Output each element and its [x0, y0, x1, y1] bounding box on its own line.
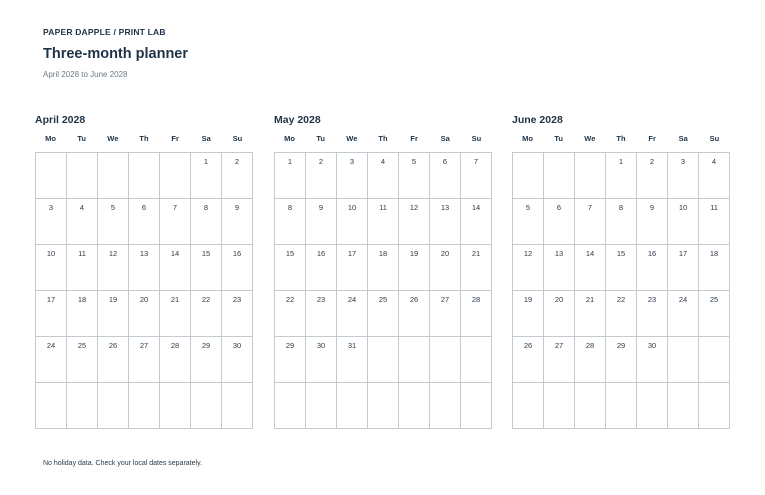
day-cell: 19 — [513, 291, 544, 337]
day-cell: 22 — [275, 291, 306, 337]
weekday-label: Th — [378, 134, 388, 143]
weekday-header-row — [35, 132, 253, 152]
day-cell: 13 — [129, 245, 160, 291]
day-cell: 8 — [606, 199, 637, 245]
day-cell: 17 — [36, 291, 67, 337]
day-cell: 11 — [67, 245, 98, 291]
day-cell: 2 — [306, 153, 337, 199]
weekday-label: We — [584, 134, 596, 143]
day-cell: 4 — [699, 153, 730, 199]
day-cell — [306, 383, 337, 429]
brand-label: PAPER DAPPLE / PRINT LAB — [43, 27, 166, 37]
day-cell: 15 — [191, 245, 222, 291]
day-cell — [67, 383, 98, 429]
day-cell: 10 — [36, 245, 67, 291]
day-cell: 5 — [513, 199, 544, 245]
weekday-label: Sa — [440, 134, 450, 143]
day-cell — [98, 383, 129, 429]
day-cell: 31 — [337, 337, 368, 383]
day-cell: 25 — [67, 337, 98, 383]
weekday-label: We — [346, 134, 358, 143]
day-cell — [36, 153, 67, 199]
day-cell: 30 — [637, 337, 668, 383]
weekday-label: Mo — [284, 134, 295, 143]
day-cell: 18 — [67, 291, 98, 337]
day-cell — [668, 337, 699, 383]
day-cell: 3 — [337, 153, 368, 199]
weekday-label: Tu — [77, 134, 87, 143]
day-cell: 18 — [699, 245, 730, 291]
weekday-label: Sa — [201, 134, 211, 143]
day-cell — [337, 383, 368, 429]
day-cell — [368, 337, 399, 383]
day-cell: 5 — [98, 199, 129, 245]
day-grid — [35, 152, 253, 429]
day-cell: 16 — [222, 245, 253, 291]
day-cell: 15 — [606, 245, 637, 291]
month-name: April 2028 — [35, 114, 86, 126]
day-cell: 29 — [606, 337, 637, 383]
day-cell — [544, 383, 575, 429]
weekday-label: Mo — [522, 134, 533, 143]
day-cell — [222, 383, 253, 429]
day-cell: 30 — [222, 337, 253, 383]
day-cell — [129, 383, 160, 429]
day-cell: 2 — [637, 153, 668, 199]
day-cell: 7 — [461, 153, 492, 199]
weekday-label: Fr — [410, 134, 418, 143]
month-name: May 2028 — [274, 114, 321, 126]
day-cell: 26 — [98, 337, 129, 383]
day-cell: 20 — [544, 291, 575, 337]
day-cell — [160, 153, 191, 199]
day-cell — [191, 383, 222, 429]
page-subtitle: April 2028 to June 2028 — [43, 70, 128, 79]
day-cell — [544, 153, 575, 199]
day-cell — [129, 153, 160, 199]
day-cell — [699, 337, 730, 383]
day-cell: 30 — [306, 337, 337, 383]
day-cell: 11 — [699, 199, 730, 245]
day-cell: 15 — [275, 245, 306, 291]
day-cell: 13 — [430, 199, 461, 245]
day-cell: 8 — [275, 199, 306, 245]
day-cell: 1 — [606, 153, 637, 199]
weekday-label: Tu — [554, 134, 564, 143]
day-cell: 19 — [98, 291, 129, 337]
day-grid — [274, 152, 492, 429]
day-cell: 6 — [430, 153, 461, 199]
day-cell: 21 — [575, 291, 606, 337]
day-cell — [575, 383, 606, 429]
day-cell: 14 — [160, 245, 191, 291]
day-cell: 12 — [399, 199, 430, 245]
day-cell: 9 — [637, 199, 668, 245]
day-cell: 1 — [191, 153, 222, 199]
month-calendar — [274, 114, 492, 429]
weekday-label: Th — [616, 134, 626, 143]
month-calendar — [35, 114, 253, 429]
weekday-label: Mo — [45, 134, 56, 143]
day-cell: 11 — [368, 199, 399, 245]
day-cell: 28 — [160, 337, 191, 383]
day-cell: 3 — [36, 199, 67, 245]
day-cell: 1 — [275, 153, 306, 199]
day-cell: 12 — [513, 245, 544, 291]
day-cell: 24 — [337, 291, 368, 337]
day-cell — [430, 337, 461, 383]
month-calendar — [512, 114, 730, 429]
day-cell: 14 — [575, 245, 606, 291]
day-cell: 21 — [160, 291, 191, 337]
day-cell: 25 — [368, 291, 399, 337]
day-cell: 19 — [399, 245, 430, 291]
day-cell: 20 — [129, 291, 160, 337]
day-cell — [461, 383, 492, 429]
day-cell: 6 — [544, 199, 575, 245]
day-cell: 16 — [306, 245, 337, 291]
weekday-header-row — [512, 132, 730, 152]
day-cell: 4 — [67, 199, 98, 245]
day-cell: 29 — [191, 337, 222, 383]
page-title: Three-month planner — [43, 46, 189, 62]
day-cell: 10 — [337, 199, 368, 245]
day-cell: 26 — [513, 337, 544, 383]
day-cell: 23 — [306, 291, 337, 337]
day-cell: 7 — [160, 199, 191, 245]
day-cell: 10 — [668, 199, 699, 245]
weekday-header-row — [274, 132, 492, 152]
day-cell: 9 — [306, 199, 337, 245]
day-cell: 6 — [129, 199, 160, 245]
day-cell: 22 — [606, 291, 637, 337]
weekday-label: Fr — [648, 134, 656, 143]
day-cell: 29 — [275, 337, 306, 383]
weekday-label: We — [107, 134, 119, 143]
day-cell — [160, 383, 191, 429]
day-cell: 5 — [399, 153, 430, 199]
weekday-label: Fr — [171, 134, 179, 143]
day-cell: 23 — [222, 291, 253, 337]
day-cell: 28 — [575, 337, 606, 383]
day-cell: 27 — [544, 337, 575, 383]
day-cell: 22 — [191, 291, 222, 337]
day-cell — [67, 153, 98, 199]
day-cell: 2 — [222, 153, 253, 199]
weekday-label: Su — [232, 134, 243, 143]
day-cell: 24 — [668, 291, 699, 337]
day-cell: 20 — [430, 245, 461, 291]
day-cell: 3 — [668, 153, 699, 199]
day-cell: 21 — [461, 245, 492, 291]
day-cell: 9 — [222, 199, 253, 245]
day-cell: 28 — [461, 291, 492, 337]
day-cell: 17 — [337, 245, 368, 291]
day-cell: 27 — [129, 337, 160, 383]
day-cell: 27 — [430, 291, 461, 337]
day-cell — [513, 383, 544, 429]
day-cell — [668, 383, 699, 429]
day-cell: 25 — [699, 291, 730, 337]
day-cell — [368, 383, 399, 429]
day-cell: 18 — [368, 245, 399, 291]
day-cell: 8 — [191, 199, 222, 245]
weekday-label: Tu — [316, 134, 326, 143]
month-name: June 2028 — [512, 114, 563, 126]
weekday-label: Sa — [678, 134, 688, 143]
day-cell: 7 — [575, 199, 606, 245]
day-cell: 23 — [637, 291, 668, 337]
day-cell — [430, 383, 461, 429]
day-cell: 26 — [399, 291, 430, 337]
day-cell: 14 — [461, 199, 492, 245]
day-cell — [699, 383, 730, 429]
day-cell: 16 — [637, 245, 668, 291]
weekday-label: Su — [709, 134, 720, 143]
day-cell — [513, 153, 544, 199]
day-cell — [637, 383, 668, 429]
weekday-label: Su — [471, 134, 482, 143]
day-cell — [98, 153, 129, 199]
day-grid — [512, 152, 730, 429]
day-cell — [275, 383, 306, 429]
day-cell — [606, 383, 637, 429]
day-cell: 4 — [368, 153, 399, 199]
day-cell — [461, 337, 492, 383]
footnote: No holiday data. Check your local dates separately. — [43, 460, 203, 467]
day-cell — [399, 337, 430, 383]
day-cell: 17 — [668, 245, 699, 291]
day-cell — [36, 383, 67, 429]
day-cell — [575, 153, 606, 199]
weekday-label: Th — [139, 134, 149, 143]
day-cell: 24 — [36, 337, 67, 383]
day-cell: 12 — [98, 245, 129, 291]
day-cell: 13 — [544, 245, 575, 291]
day-cell — [399, 383, 430, 429]
